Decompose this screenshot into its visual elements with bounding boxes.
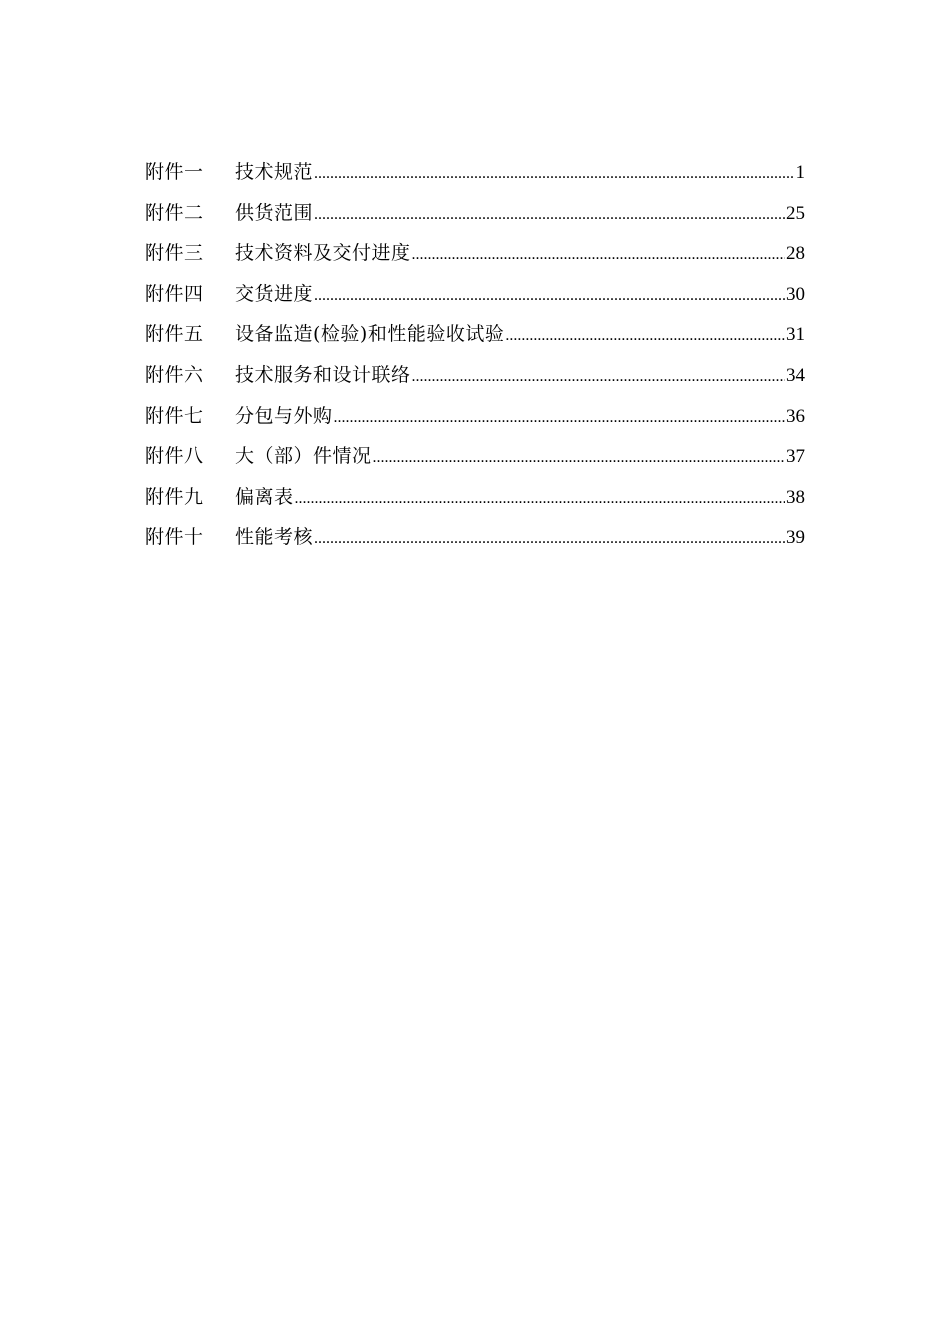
toc-entry[interactable] (145, 517, 805, 558)
toc-entry[interactable] (145, 193, 805, 234)
toc-entry-title: 技术资料及交付进度 (235, 242, 411, 265)
toc-entry-title: 技术规范 (235, 161, 314, 183)
toc-dot-leader (314, 276, 785, 317)
toc-page-number: 39 (786, 527, 805, 549)
toc-page-number: 38 (786, 486, 805, 508)
toc-entry[interactable] (145, 152, 805, 193)
toc-dot-leader (314, 195, 785, 236)
toc-entry-label: 附件十 (145, 526, 204, 549)
toc-entry-title: 偏离表 (235, 485, 294, 508)
toc-dot-leader (505, 316, 785, 357)
toc-dot-leader (412, 235, 785, 276)
toc-entry-title: 交货进度 (235, 282, 314, 305)
toc-entry-label: 附件四 (145, 282, 204, 305)
toc-entry-label: 附件九 (145, 485, 204, 508)
toc-entry-label: 附件三 (145, 242, 204, 265)
toc-page-number: 34 (786, 364, 805, 386)
toc-entry-label: 附件七 (145, 404, 204, 427)
toc-dot-leader (334, 398, 785, 439)
toc-dot-leader (295, 479, 785, 520)
toc-page-number: 28 (786, 243, 805, 265)
toc-entry[interactable] (145, 436, 805, 477)
toc-page-number: 36 (786, 405, 805, 427)
toc-entry-title: 大（部）件情况 (235, 445, 372, 468)
toc-entry[interactable] (145, 396, 805, 437)
toc-dot-leader (412, 357, 785, 398)
toc-page-number: 25 (786, 202, 805, 224)
toc-entry[interactable] (145, 477, 805, 518)
toc-dot-leader (314, 519, 785, 560)
toc-entry-title: 分包与外购 (235, 404, 333, 427)
toc-page-number: 31 (786, 324, 805, 346)
toc-entry-label: 附件一 (145, 161, 204, 183)
toc-entry-label: 附件五 (145, 323, 204, 346)
toc-entry-label: 附件六 (145, 363, 204, 386)
toc-page-number: 1 (795, 162, 805, 183)
toc-entry-title: 技术服务和设计联络 (235, 363, 411, 386)
toc-entry-label: 附件二 (145, 201, 204, 224)
toc-entry[interactable] (145, 314, 805, 355)
toc-page-number: 37 (786, 446, 805, 468)
toc-entry[interactable] (145, 274, 805, 315)
toc-page-number: 30 (786, 283, 805, 305)
toc-dot-leader (314, 154, 794, 195)
toc-entry-title: 设备监造(检验)和性能验收试验 (235, 323, 505, 346)
toc-entry-label: 附件八 (145, 445, 204, 468)
toc-entry[interactable] (145, 233, 805, 274)
toc-entry-title: 性能考核 (235, 526, 314, 549)
toc-entry-title: 供货范围 (235, 201, 314, 224)
table-of-contents (145, 152, 805, 558)
toc-entry[interactable] (145, 355, 805, 396)
toc-dot-leader (373, 438, 785, 479)
